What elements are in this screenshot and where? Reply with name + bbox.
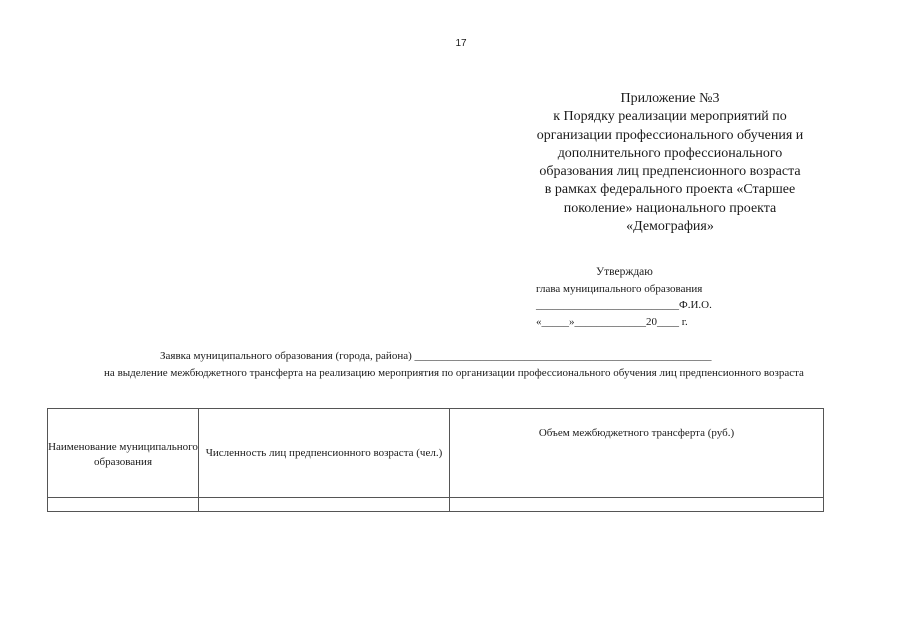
table-row	[48, 498, 824, 512]
header-transfer-amount: Объем межбюджетного трансферта (руб.)	[450, 409, 824, 498]
appendix-line: дополнительного профессионального	[557, 145, 783, 161]
header-municipality: Наименование муниципального образования	[48, 409, 199, 498]
appendix-line: образования лиц предпенсионного возраста	[539, 164, 801, 180]
approval-title: Утверждаю	[596, 266, 653, 278]
request-title: Заявка муниципального образования (города, района) ______________________________________________________	[160, 350, 712, 362]
appendix-line: «Демография»	[626, 219, 714, 235]
table-cell[interactable]	[450, 498, 824, 512]
appendix-line: организации профессионального обучения и	[536, 127, 804, 143]
appendix-line: Приложение №3	[620, 91, 720, 106]
appendix-header	[510, 90, 830, 236]
header-headcount: Численность лиц предпенсионного возраста (чел.)	[199, 409, 450, 498]
table-cell[interactable]	[48, 498, 199, 512]
request-table	[47, 408, 824, 512]
signature-line: __________________________Ф.И.О.	[536, 299, 712, 311]
appendix-line: поколение» национального проекта	[563, 200, 777, 216]
table-cell[interactable]	[199, 498, 450, 512]
appendix-line: к Порядку реализации мероприятий по	[553, 109, 787, 125]
appendix-line: в рамках федерального проекта «Старшее	[544, 182, 796, 198]
table-header-row	[48, 409, 824, 498]
page-number: 17	[455, 38, 467, 49]
approver-position: глава муниципального образования	[536, 282, 703, 295]
approval-block	[536, 264, 776, 330]
date-line: «_____»_____________20____ г.	[536, 315, 688, 328]
request-subtitle: на выделение межбюджетного трансферта на реализацию мероприятия по организации профессионального обучения лиц предпенсионного возраста	[104, 367, 804, 379]
